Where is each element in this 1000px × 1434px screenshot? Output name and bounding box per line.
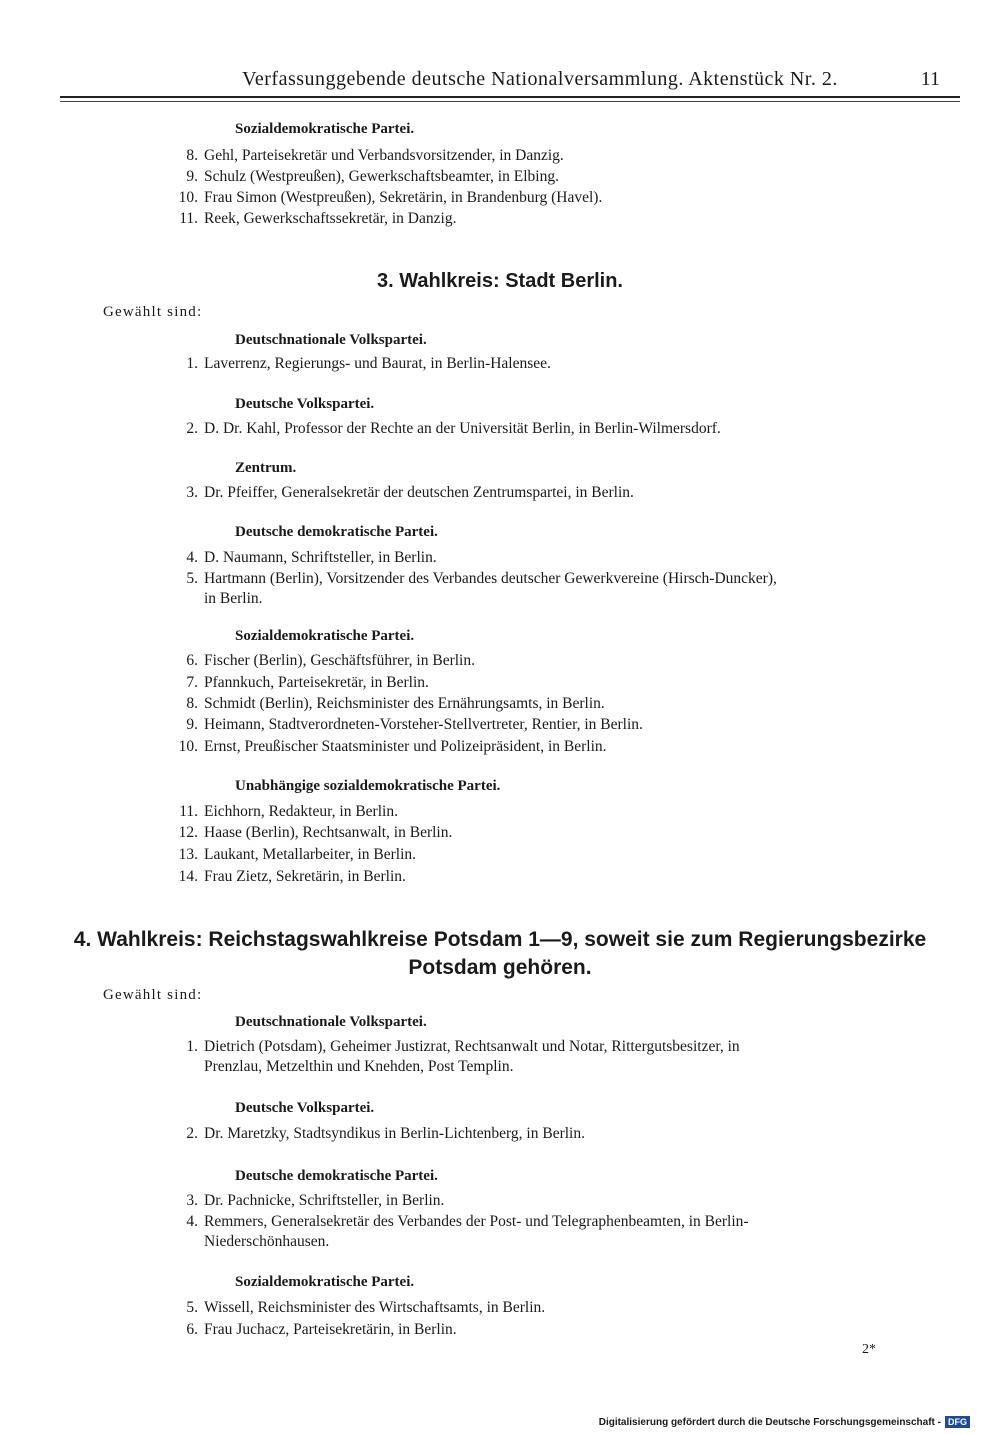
entry-continuation: Niederschönhausen. (204, 1233, 330, 1250)
elected-label: Gewählt sind: (103, 304, 203, 320)
entry-number: 1. (186, 355, 198, 372)
entry-text: Wissell, Reichsminister des Wirtschaftsamts, in Berlin. (204, 1299, 546, 1316)
entry-number: 6. (186, 1321, 198, 1338)
list-item (160, 867, 920, 887)
entry-text: Frau Juchacz, Parteisekretärin, in Berlin. (204, 1321, 457, 1338)
header-rule (60, 96, 960, 98)
list-item (160, 694, 920, 714)
entry-text: Remmers, Generalsekretär des Verbandes der Post- und Telegraphenbeamten, in Berlin- (204, 1213, 749, 1230)
entry-text: Hartmann (Berlin), Vorsitzender des Verbandes deutscher Gewerkvereine (Hirsch-Duncker), (204, 570, 777, 587)
footer-text: Digitalisierung gefördert durch die Deutsche Forschungsgemeinschaft - (598, 1416, 941, 1428)
entry-text: Ernst, Preußischer Staatsminister und Polizeipräsident, in Berlin. (204, 738, 607, 755)
entry-text: Heimann, Stadtverordneten-Vorsteher-Stellvertreter, Rentier, in Berlin. (204, 716, 643, 733)
list-item (160, 1124, 920, 1144)
entry-number: 3. (186, 484, 198, 501)
list-item (160, 167, 920, 187)
entry-text: Pfannkuch, Parteisekretär, in Berlin. (204, 674, 429, 691)
list-item (160, 651, 920, 671)
list-item (160, 823, 920, 843)
party-heading: Sozialdemokratische Partei. (235, 628, 415, 644)
entry-text: Schulz (Westpreußen), Gewerkschaftsbeamter, in Elbing. (204, 168, 559, 185)
dfg-logo: DFG (945, 1416, 970, 1428)
entry-continuation: in Berlin. (204, 590, 263, 607)
list-item (160, 209, 920, 229)
list-item (160, 569, 920, 609)
entry-text: Schmidt (Berlin), Reichsminister des Ernährungsamts, in Berlin. (204, 695, 605, 712)
list-item (160, 715, 920, 735)
entry-number: 10. (178, 189, 198, 206)
entry-text: Eichhorn, Redakteur, in Berlin. (204, 803, 398, 820)
list-item (160, 673, 920, 693)
entry-number: 5. (186, 570, 198, 587)
footer (599, 1416, 970, 1428)
entry-text: Reek, Gewerkschaftssekretär, in Danzig. (204, 210, 457, 227)
entry-text: Dr. Pachnicke, Schriftsteller, in Berlin. (204, 1192, 445, 1209)
entry-number: 5. (186, 1299, 198, 1316)
party-heading: Deutsche Volkspartei. (235, 1100, 375, 1116)
list-item (160, 1037, 920, 1077)
entry-text: Frau Simon (Westpreußen), Sekretärin, in Brandenburg (Havel). (204, 189, 603, 206)
party-heading: Deutsche Volkspartei. (235, 396, 375, 412)
header-rule-thin (60, 101, 960, 102)
entry-text: Haase (Berlin), Rechtsanwalt, in Berlin. (204, 824, 453, 841)
party-heading: Sozialdemokratische Partei. (235, 121, 415, 137)
entry-text: Frau Zietz, Sekretärin, in Berlin. (204, 868, 406, 885)
entry-number: 8. (186, 695, 198, 712)
party-heading: Sozialdemokratische Partei. (235, 1274, 415, 1290)
list-item (160, 548, 920, 568)
header-title: Verfassunggebende deutsche Nationalversammlung. Aktenstück Nr. 2. (242, 68, 838, 90)
entry-text: D. Naumann, Schriftsteller, in Berlin. (204, 549, 437, 566)
party-heading: Zentrum. (235, 460, 297, 476)
page-number: 11 (920, 68, 940, 90)
entry-text: D. Dr. Kahl, Professor der Rechte an der Universität Berlin, in Berlin-Wilmersdorf. (204, 420, 721, 437)
entry-text: Gehl, Parteisekretär und Verbandsvorsitzender, in Danzig. (204, 147, 564, 164)
party-heading: Deutschnationale Volkspartei. (235, 332, 427, 348)
list-item (160, 483, 920, 503)
sheet-signature: 2* (862, 1342, 876, 1357)
entry-number: 2. (186, 1125, 198, 1142)
entry-number: 13. (178, 846, 198, 863)
page-header (60, 64, 960, 98)
entry-number: 4. (186, 1213, 198, 1230)
entry-number: 9. (186, 168, 198, 185)
entry-number: 8. (186, 147, 198, 164)
section-title (0, 926, 1000, 982)
entry-number: 3. (186, 1192, 198, 1209)
section-title-line: 4. Wahlkreis: Reichstagswahlkreise Potsdam 1—9, soweit sie zum Regierungsbezirke (73, 928, 927, 951)
entry-number: 6. (186, 652, 198, 669)
entry-text: Fischer (Berlin), Geschäftsführer, in Berlin. (204, 652, 475, 669)
party-heading: Deutsche demokratische Partei. (235, 1168, 438, 1184)
entry-number: 4. (186, 549, 198, 566)
entry-text: Laverrenz, Regierungs- und Baurat, in Berlin-Halensee. (204, 355, 551, 372)
entry-text: Dr. Maretzky, Stadtsyndikus in Berlin-Lichtenberg, in Berlin. (204, 1125, 585, 1142)
entry-number: 1. (186, 1038, 198, 1055)
section-title-line: Potsdam gehören. (408, 956, 592, 979)
entry-number: 11. (179, 210, 198, 227)
entry-text: Dietrich (Potsdam), Geheimer Justizrat, Rechtsanwalt und Notar, Rittergutsbesitzer, in (204, 1038, 740, 1055)
list-item (160, 1212, 920, 1252)
entry-number: 10. (178, 738, 198, 755)
entry-text: Dr. Pfeiffer, Generalsekretär der deutschen Zentrumspartei, in Berlin. (204, 484, 634, 501)
list-item (160, 188, 920, 208)
party-heading: Deutsche demokratische Partei. (235, 524, 438, 540)
entry-number: 12. (178, 824, 198, 841)
entry-text: Laukant, Metallarbeiter, in Berlin. (204, 846, 416, 863)
list-item (160, 802, 920, 822)
list-item (160, 1298, 920, 1318)
entry-number: 11. (179, 803, 198, 820)
party-heading: Deutschnationale Volkspartei. (235, 1014, 427, 1030)
entry-number: 7. (186, 674, 198, 691)
list-item (160, 146, 920, 166)
entry-number: 2. (186, 420, 198, 437)
entry-continuation: Prenzlau, Metzelthin und Knehden, Post Templin. (204, 1058, 514, 1075)
elected-label: Gewählt sind: (103, 987, 203, 1003)
list-item (160, 845, 920, 865)
list-item (160, 1320, 920, 1340)
list-item (160, 737, 920, 757)
list-item (160, 419, 920, 439)
section-title: 3. Wahlkreis: Stadt Berlin. (377, 270, 623, 292)
entry-number: 14. (178, 868, 198, 885)
entry-number: 9. (186, 716, 198, 733)
list-item (160, 1191, 920, 1211)
list-item (160, 354, 920, 374)
party-heading: Unabhängige sozialdemokratische Partei. (235, 778, 501, 794)
